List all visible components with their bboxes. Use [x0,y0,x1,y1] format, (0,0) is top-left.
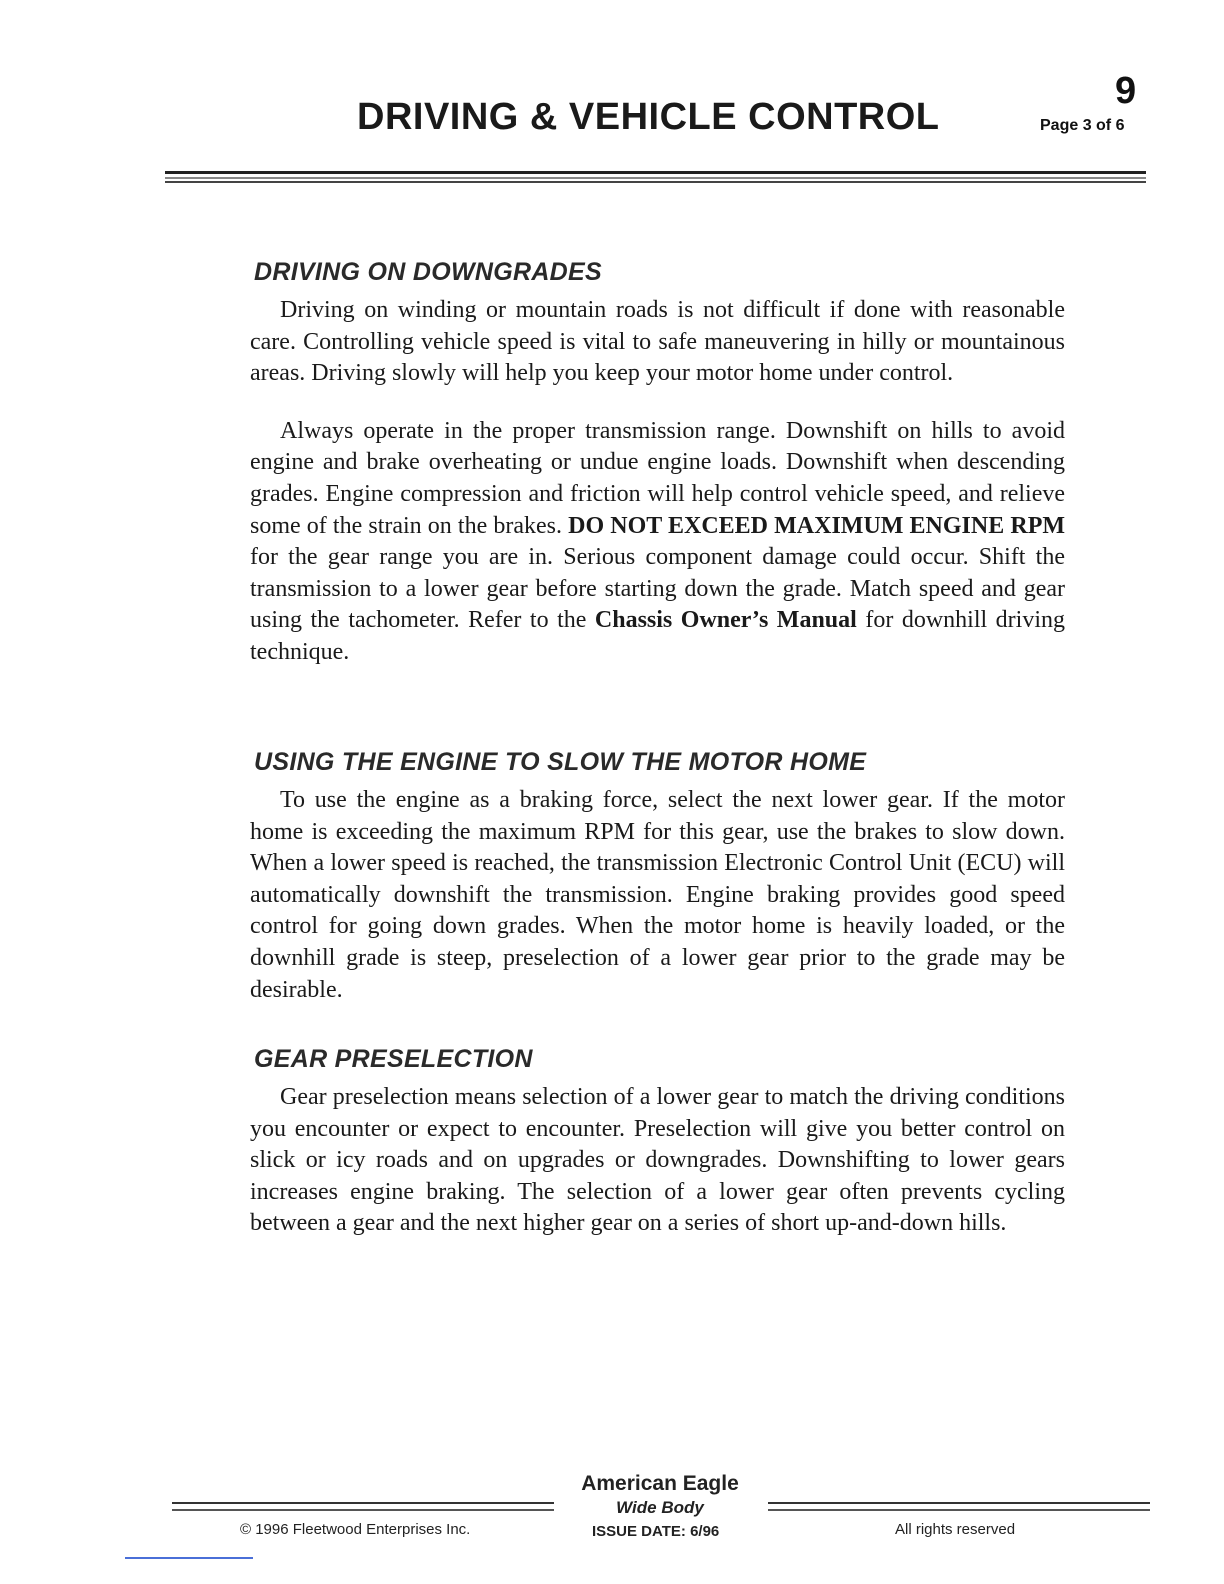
footer-copyright: © 1996 Fleetwood Enterprises Inc. [240,1521,471,1538]
paragraph-text: for the gear range you are in. Serious component damage could occur. Shift the transmission to a lower gear before starting down the grade. Match speed and gear using the tachometer. Refer to the [250,544,1065,634]
footer-issue-date: ISSUE DATE: 6/96 [592,1523,720,1540]
footer-rule-right [768,1502,1150,1511]
scan-mark [125,1557,253,1559]
page-reference: Page 3 of 6 [1040,117,1125,134]
rpm-warning-text: DO NOT EXCEED MAXIMUM ENGINE RPM [568,512,1066,539]
header-rule [165,171,1146,183]
paragraph: Gear preselection means selection of a lower gear to match the driving conditions you encounter or expect to encounter. Preselection will give you better control on slick or icy roads and on upgrades or downgrades. Downshifting to lower gears increases engine braking. The selection of a lower gear often prevents cycling between a gear and the next higher gear on a series of short up-and-down hills. [250,1084,1065,1237]
footer-rights: All rights reserved [895,1521,1016,1538]
section-using-engine-to-slow [250,748,1065,1032]
footer-model: Wide Body [616,1498,704,1517]
paragraph [250,416,1065,669]
section-heading: DRIVING ON DOWNGRADES [254,258,602,286]
footer-brand: American Eagle [581,1472,739,1495]
footer-rule-left [172,1502,554,1511]
manual-reference: Chassis Owner’s Manual [594,607,857,634]
chapter-number: 9 [1115,70,1137,112]
paragraph: Driving on winding or mountain roads is not difficult if done with reasonable care. Controlling vehicle speed is vital to safe maneuvering in hilly or mountainous areas. Driving slowly will help you keep your motor home under control. [250,297,1065,387]
section-driving-on-downgrades [250,258,1065,695]
paragraph-text: for downhill driving technique. [250,607,1065,665]
paragraph: To use the engine as a braking force, select the next lower gear. If the motor home is exceeding the maximum RPM for this gear, use the brakes to slow down. When a lower speed is reached, the transmission Electronic Control Unit (ECU) will automatically downshift the transmission. Engine braking provides good speed control for going down grades. When the motor home is heavily loaded, or the downhill grade is steep, preselection of a lower gear prior to the grade may be desirable. [250,787,1065,1003]
page-title: DRIVING & VEHICLE CONTROL [357,96,940,138]
section-heading: USING THE ENGINE TO SLOW THE MOTOR HOME [254,748,867,776]
section-gear-preselection [250,1045,1065,1266]
paragraph-text: Always operate in the proper transmission range. Downshift on hills to avoid engine and brake overheating or undue engine loads. Downshift when descending grades. Engine compression and friction will help control vehicle speed, and relieve some of the strain on the brakes. [250,417,1065,539]
section-heading: GEAR PRESELECTION [254,1045,533,1073]
